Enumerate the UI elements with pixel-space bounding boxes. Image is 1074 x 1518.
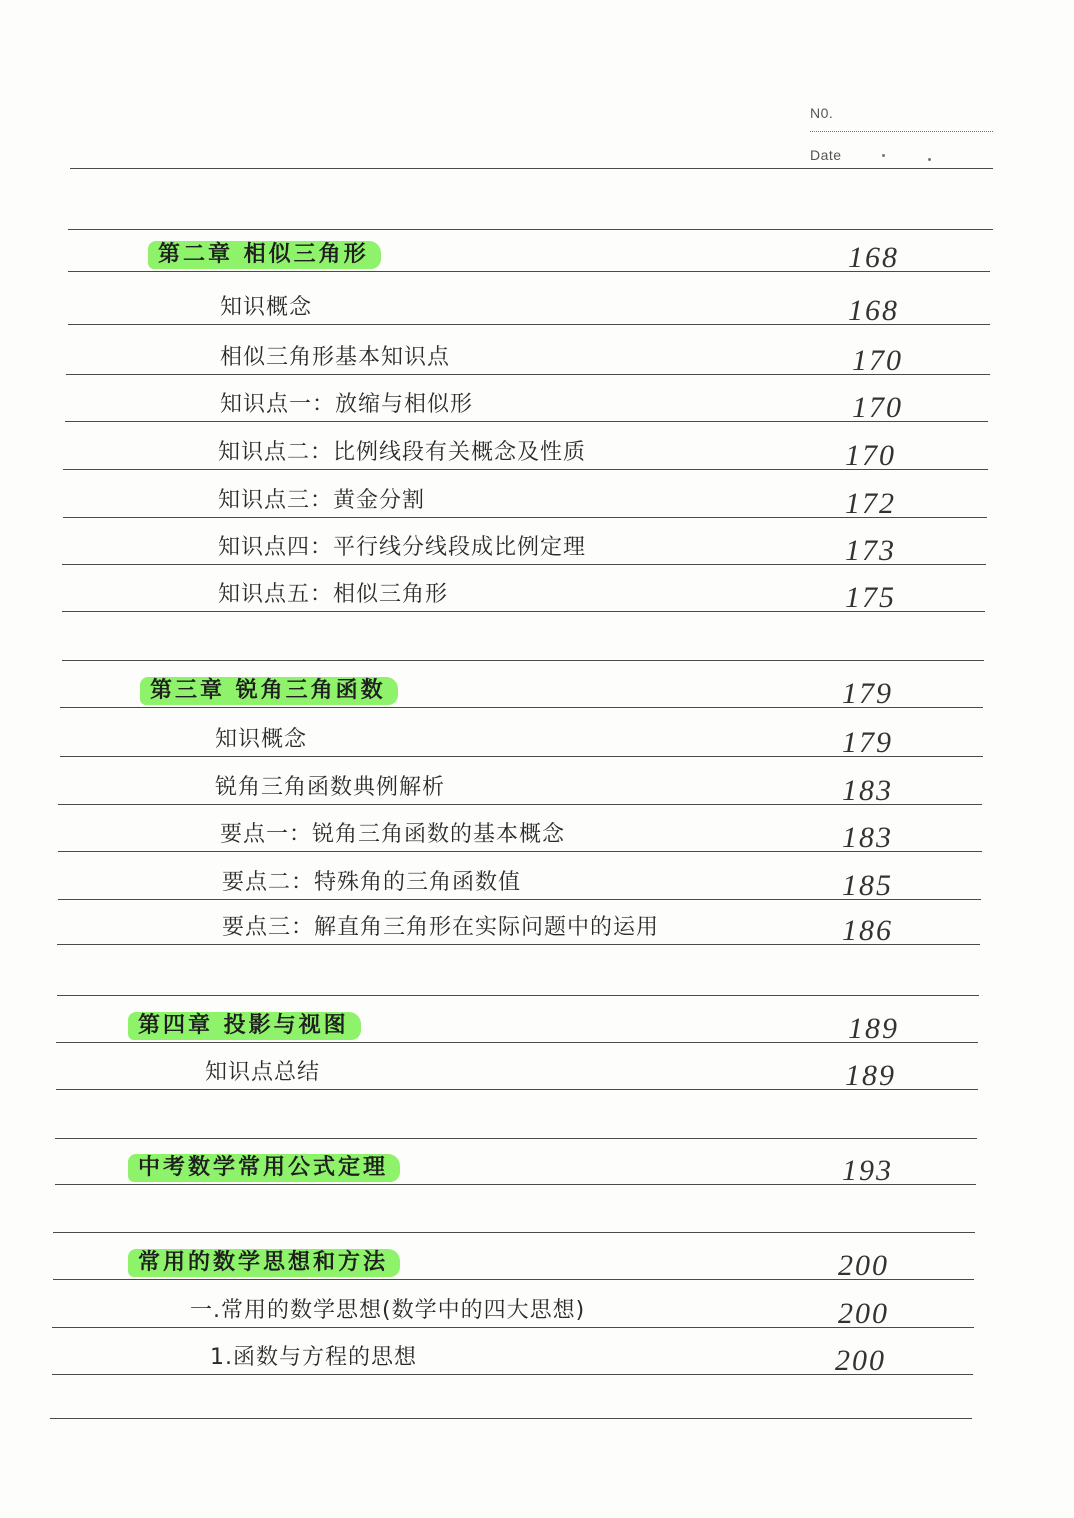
page-number: 200 [838, 1297, 889, 1330]
toc-entry-row [0, 374, 1074, 422]
page-number: 172 [845, 487, 896, 520]
page-number: 183 [842, 774, 893, 807]
entry-title: 知识点三：黄金分割 [218, 488, 426, 513]
entry-title: 锐角三角函数典例解析 [215, 775, 446, 800]
toc-entry-row [0, 422, 1074, 470]
page-number: 200 [835, 1344, 886, 1377]
chapter-heading: 第三章 锐角三角函数 [140, 677, 398, 705]
toc-entry-row [0, 1042, 1074, 1090]
page-number: 186 [842, 914, 893, 947]
toc-entry-row [0, 852, 1074, 900]
toc-entry-row [0, 517, 1074, 565]
toc-chapter-row [0, 1232, 1074, 1280]
entry-title: 知识概念 [220, 295, 313, 320]
page-number: 193 [842, 1154, 893, 1187]
page-number: 185 [842, 869, 893, 902]
toc-chapter-row [0, 660, 1074, 708]
entry-title: 一.常用的数学思想(数学中的四大思想) [190, 1298, 586, 1323]
page-number: 183 [842, 821, 893, 854]
entry-title: 要点三：解直角三角形在实际问题中的运用 [222, 915, 660, 940]
chapter-heading: 中考数学常用公式定理 [128, 1154, 400, 1182]
toc-entry-row [0, 277, 1074, 325]
date-label: Date [810, 147, 842, 163]
page-number: 175 [845, 581, 896, 614]
page-number: 168 [848, 241, 899, 274]
ruled-line [55, 1184, 976, 1185]
toc-entry-row [0, 897, 1074, 945]
page-number: 170 [852, 344, 903, 377]
entry-title: 知识点二：比例线段有关概念及性质 [218, 440, 587, 465]
page-number: 168 [848, 294, 899, 327]
entry-title: 要点一：锐角三角函数的基本概念 [220, 822, 566, 847]
toc-chapter-row [0, 995, 1074, 1043]
number-dotted-line [810, 131, 993, 132]
chapter-heading: 第四章 投影与视图 [128, 1012, 361, 1040]
toc-entry-row [0, 470, 1074, 518]
toc-chapter-row [0, 224, 1074, 272]
toc-entry-row [0, 564, 1074, 612]
toc-entry-row [0, 804, 1074, 852]
toc-chapter-row [0, 1137, 1074, 1185]
toc-entry-row [0, 327, 1074, 375]
toc-entry-row [0, 709, 1074, 757]
entry-title: 要点二：特殊角的三角函数值 [222, 870, 522, 895]
page-number: 170 [845, 439, 896, 472]
entry-title: 1.函数与方程的思想 [210, 1345, 417, 1370]
number-label: N0. [810, 105, 834, 121]
page-number: 200 [838, 1249, 889, 1282]
page-number: 173 [845, 534, 896, 567]
entry-title: 知识点总结 [205, 1060, 321, 1085]
page-number: 170 [852, 391, 903, 424]
chapter-heading: 第二章 相似三角形 [148, 241, 381, 269]
entry-title: 知识点五：相似三角形 [218, 582, 449, 607]
toc-entry-row [0, 1280, 1074, 1328]
ruled-line [56, 1089, 978, 1090]
page-number: 179 [842, 677, 893, 710]
date-dot [928, 158, 931, 161]
chapter-heading: 常用的数学思想和方法 [128, 1249, 400, 1277]
entry-title: 知识点四：平行线分线段成比例定理 [218, 535, 587, 560]
page-number: 179 [842, 726, 893, 759]
date-dot [882, 154, 885, 157]
page-number: 189 [848, 1012, 899, 1045]
toc-entry-row [0, 757, 1074, 805]
ruled-line [70, 168, 993, 169]
entry-title: 知识点一：放缩与相似形 [220, 392, 474, 417]
toc-entry-row [0, 1327, 1074, 1375]
page-number: 189 [845, 1059, 896, 1092]
ruled-line [50, 1418, 972, 1419]
entry-title: 相似三角形基本知识点 [220, 345, 451, 370]
entry-title: 知识概念 [215, 727, 308, 752]
